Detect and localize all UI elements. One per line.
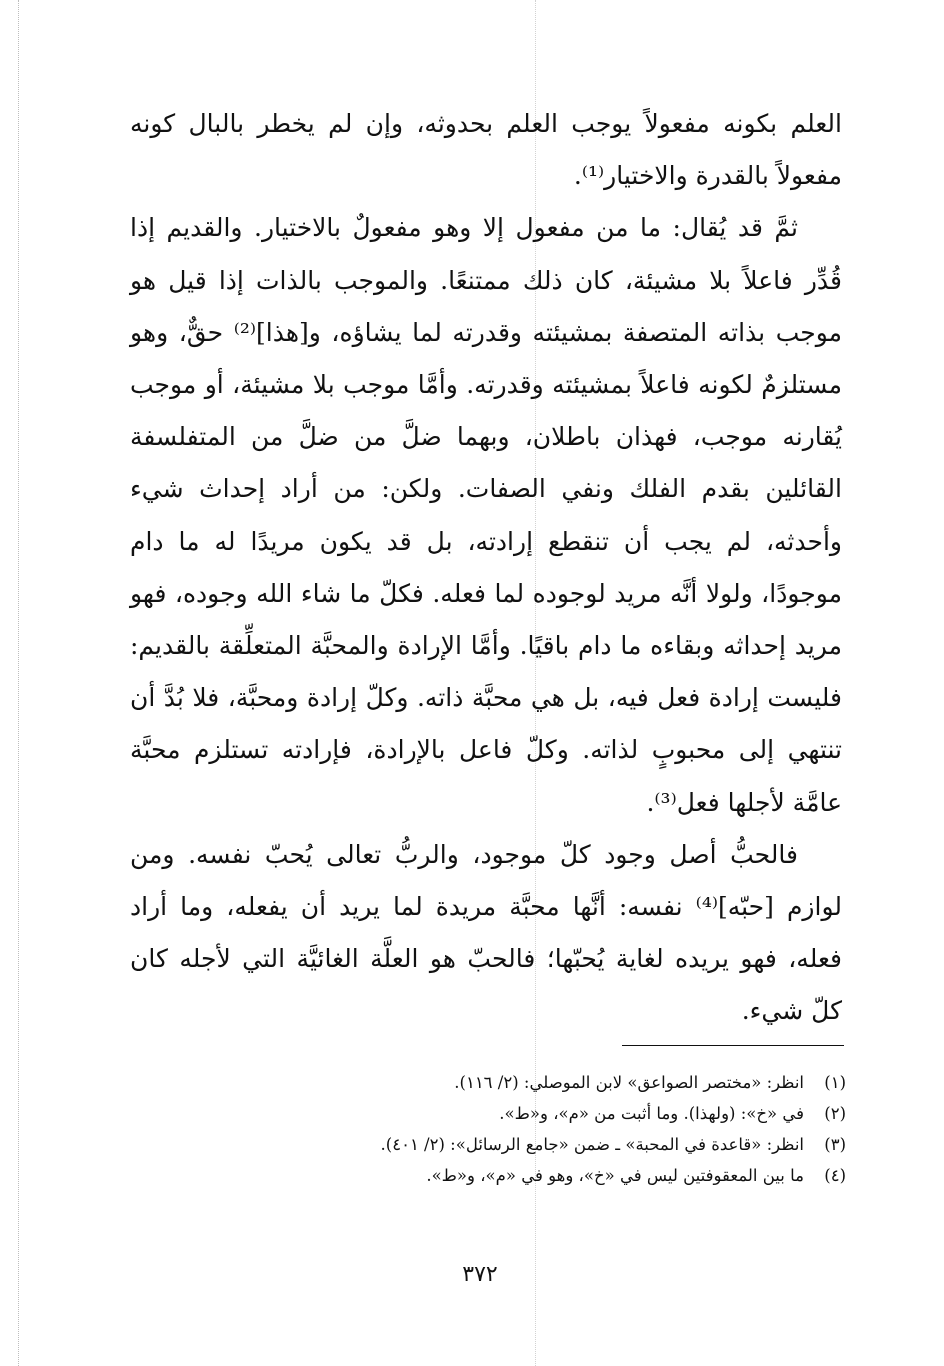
paragraph-continuation: العلم بكونه مفعولاً يوجب العلم بحدوثه، وإن لم يخطر بالبال كونه مفعولاً بالقدرة والاختيار⁽¹⁾. (130, 109, 842, 191)
footnote-number: (١) (824, 1073, 846, 1092)
footnote-separator (622, 1045, 844, 1046)
footnote-item (200, 1160, 846, 1191)
main-text (130, 98, 842, 1038)
paragraph: ثمَّ قد يُقال: ما من مفعول إلا وهو مفعولٌ بالاختيار. والقديم إذا قُدِّر فاعلاً بلا مشيئة، كان ذلك ممتنعًا. والموجب بالذات إذا قيل هو موجب بذاته المتصفة بمشيئته وقدرته لما يشاؤه، و[هذا]⁽²⁾ حقٌّ، وهو مستلزمٌ لكونه فاعلاً بمشيئته وقدرته. وأمَّا موجب بلا مشيئة، أو موجب يُقارنه موجب، فهذان باطلان، وبهما ضلَّ من ضلَّ من المتفلسفة القائلين بقدم الفلك ونفي الصفات. ولكن: من أراد إحداث شيء وأحدثه، لم يجب أن تنقطع إرادته، بل قد يكون مريدًا له ما دام موجودًا، ولولا أنَّه مريد لوجوده لما فعله. فكلّ ما شاء الله وجوده، فهو مريد إحداثه وبقاءه ما دام باقيًا. وأمَّا الإرادة والمحبَّة المتعلِّقة بالقديم: فليست إرادة فعل فيه، بل هي محبَّة ذاته. وكلّ إرادة ومحبَّة، فلا بُدَّ أن تنتهي إلى محبوبٍ لذاته. وكلّ فاعل بالإرادة، فإرادته تستلزم محبَّة عامَّة لأجلها فعل⁽³⁾. (130, 213, 843, 817)
footnote-item (200, 1067, 846, 1098)
footnote-text: ما بين المعقوفتين ليس في «خ»، وهو في «م»، و«ط». (426, 1166, 804, 1185)
footnote-text: انظر: «قاعدة في المحبة» ـ ضمن «جامع الرسائل»: (٢/ ٤٠١). (380, 1135, 804, 1154)
footnote-text: في «خ»: (ولهذا). وما أثبت من «م»، و«ط». (499, 1104, 804, 1123)
footnote-number: (٢) (824, 1104, 846, 1123)
footnote-item (200, 1129, 846, 1160)
page-number: ٣٧٢ (462, 1262, 498, 1287)
footnote-number: (٣) (824, 1135, 846, 1154)
footnote-item (200, 1098, 846, 1129)
footnotes (200, 1067, 846, 1191)
paragraph: فالحبُّ أصل وجود كلّ موجود، والربُّ تعالى يُحبّ نفسه. ومن لوازم [حبّه]⁽⁴⁾ نفسه: أنَّها محبَّة مريدة لما يريد أن يفعله، وما أراد فعله، فهو يريده لغاية يُحبّها؛ فالحبّ هو العلَّة الغائيَّة التي لأجله كان كلّ شيء. (130, 839, 842, 1026)
footnote-text: انظر: «مختصر الصواعق» لابن الموصلي: (٢/ ١١٦). (454, 1073, 804, 1092)
left-margin-dotted-line (18, 0, 19, 1366)
footnote-number: (٤) (824, 1166, 846, 1185)
